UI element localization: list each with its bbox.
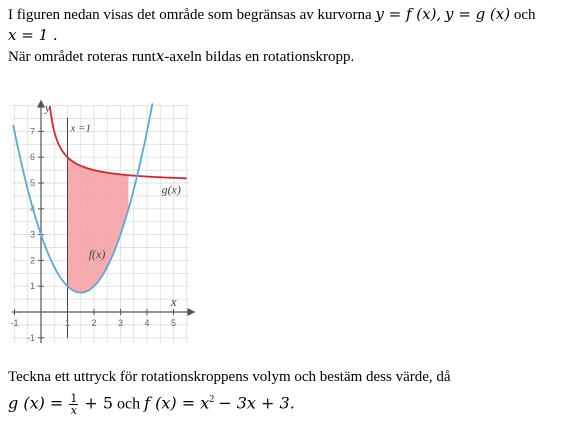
question-line-1 <box>8 367 451 387</box>
och-text: och <box>117 395 141 413</box>
intro-line-2 <box>8 25 58 46</box>
y-tick-label: 6 <box>29 152 35 163</box>
intro-line-3 <box>8 46 354 67</box>
y-tick-label: 2 <box>29 255 35 266</box>
x-axis-label: x <box>170 294 177 309</box>
question-text: Teckna ett uttryck för rotationskroppens volym och bestäm dess värde, då <box>8 369 451 385</box>
intro-text-1: I figuren nedan visas det område som begränsas av kurvorna <box>8 7 372 23</box>
shaded-region <box>68 157 129 292</box>
g-label: g(x) <box>161 182 181 197</box>
intro-eq-f: y = f (x), <box>375 5 442 23</box>
y-tick-label: 5 <box>29 178 35 188</box>
intro-och: och <box>513 7 536 23</box>
y-tick-label: 7 <box>29 126 35 137</box>
x-tick-label: 1 <box>64 318 71 328</box>
x-tick-label: 3 <box>117 318 124 328</box>
intro-line-1 <box>8 4 536 25</box>
intro-eq-x1: x = 1 . <box>8 26 58 44</box>
f-label: f(x) <box>88 246 106 261</box>
fraction-denominator: x <box>70 404 77 418</box>
y-axis-arrow <box>37 100 45 108</box>
intro-text-3b: -axeln bildas en rotationskropp. <box>164 49 355 65</box>
f-exponent: 2 <box>209 394 215 405</box>
intro-var-x: x <box>155 47 165 65</box>
x-tick-label: 2 <box>91 318 97 328</box>
f-definition-rest: − 3x + 3. <box>218 393 295 413</box>
fraction-numerator: 1 <box>70 392 78 406</box>
y-tick-label: 4 <box>29 203 35 214</box>
intro-eq-g: y = g (x) <box>444 5 511 23</box>
rotation-figure <box>0 82 230 352</box>
y-tick-label: 3 <box>29 229 35 240</box>
question-line-2 <box>8 389 295 416</box>
x-tick-label: 5 <box>170 318 177 328</box>
y-tick-label: 1 <box>29 281 35 292</box>
x-axis-arrow <box>187 308 195 316</box>
intro-text-3a: När området roteras runt <box>8 49 156 65</box>
g-definition-rest: + 5 <box>84 393 113 413</box>
f-definition-lhs: f (x) = x <box>144 393 210 413</box>
y-axis-label: y <box>45 100 51 115</box>
y-tick-label: -1 <box>26 332 35 343</box>
x-tick-label: 4 <box>144 318 150 328</box>
g-definition-lhs: g (x) = <box>8 393 64 413</box>
x-tick-label: -1 <box>10 318 19 328</box>
g-fraction <box>69 393 78 416</box>
vline-label: x =1 <box>70 122 92 135</box>
